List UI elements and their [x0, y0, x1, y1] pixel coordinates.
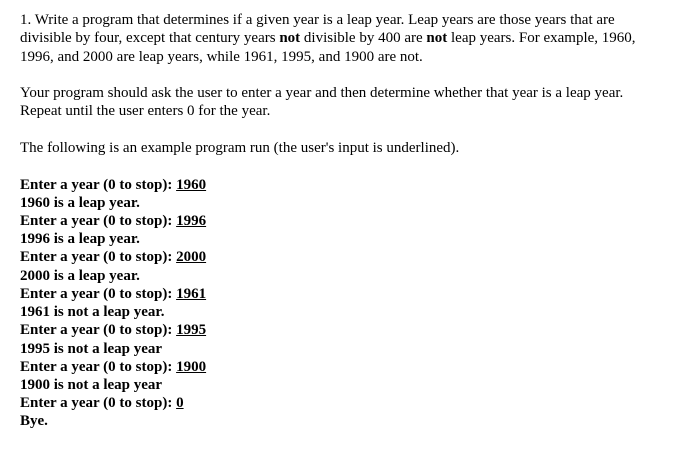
sample-output-line: 2000 is a leap year. — [20, 267, 140, 284]
sample-output-line: 1996 is a leap year. — [20, 231, 140, 248]
user-input: 0 — [176, 395, 184, 412]
sample-prompt-line — [20, 321, 660, 339]
instructions-paragraph: Your program should ask the user to enter a year and then determine whether that year is a leap year. Repeat until the user enters 0 for the year. — [20, 85, 624, 120]
problem-statement — [20, 11, 660, 66]
prompt-text: Enter a year (0 to stop): — [20, 249, 177, 266]
user-input: 2000 — [176, 249, 207, 266]
prompt-text: Enter a year (0 to stop): — [20, 322, 177, 339]
sample-prompt-line — [20, 176, 660, 194]
statement-text-1: Write a program that determines if a given year is a leap year. Leap years are those years that are divisible by four, except that century years — [20, 12, 615, 47]
sample-output-line: 1995 is not a leap year — [20, 340, 163, 357]
user-input: 1961 — [176, 285, 207, 302]
paragraph-gap — [20, 121, 660, 139]
sample-prompt-line — [20, 248, 660, 266]
user-input: 1960 — [176, 176, 207, 193]
prompt-text: Enter a year (0 to stop): — [20, 213, 177, 230]
paragraph-gap — [20, 66, 660, 84]
sample-output-line: 1960 is a leap year. — [20, 194, 140, 211]
prompt-text: Enter a year (0 to stop): — [20, 285, 177, 302]
prompt-text: Enter a year (0 to stop): — [20, 395, 177, 412]
user-input: 1995 — [176, 322, 207, 339]
document-page — [20, 11, 660, 431]
sample-output-line: 1961 is not a leap year. — [20, 304, 165, 321]
sample-prompt-line — [20, 285, 660, 303]
statement-text-3: leap years. For example, 1960, 1996, and 2000 are leap years, while 1961, 1995, and 1900 are not. — [20, 30, 636, 65]
sample-prompt-line — [20, 358, 660, 376]
example-intro: The following is an example program run (the user's input is underlined). — [20, 140, 460, 157]
statement-text-2: divisible by 400 are — [300, 30, 427, 47]
problem-number: 1. — [20, 12, 32, 28]
statement-emphasis-2: not — [426, 30, 448, 47]
sample-run — [20, 176, 660, 431]
paragraph-gap — [20, 157, 660, 175]
sample-prompt-line — [20, 394, 660, 412]
user-input: 1900 — [176, 358, 207, 375]
statement-emphasis-1: not — [279, 30, 301, 47]
sample-prompt-line — [20, 212, 660, 230]
prompt-text: Enter a year (0 to stop): — [20, 176, 177, 193]
sample-output-line: 1900 is not a leap year — [20, 376, 163, 393]
prompt-text: Enter a year (0 to stop): — [20, 358, 177, 375]
sample-output-line: Bye. — [20, 413, 48, 430]
user-input: 1996 — [176, 213, 207, 230]
